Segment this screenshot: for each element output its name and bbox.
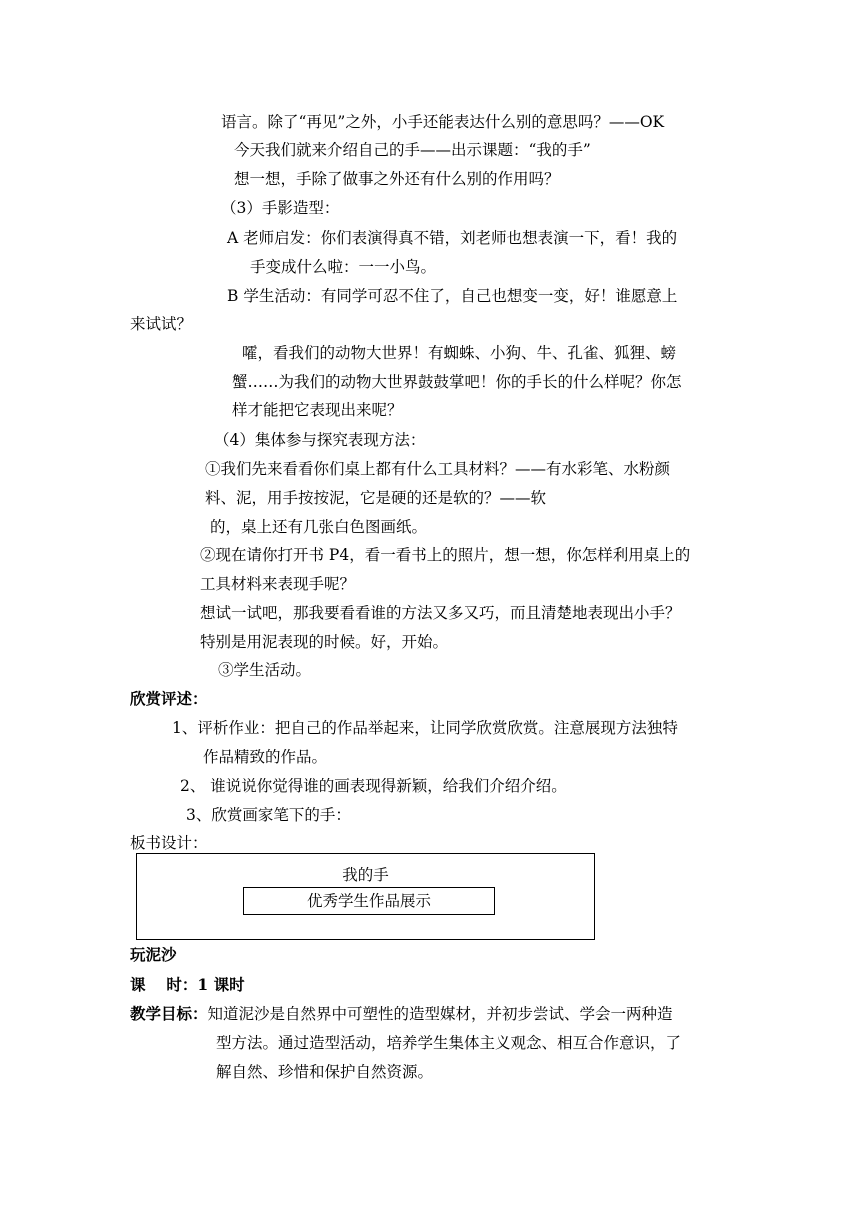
text-line: 今天我们就来介绍自己的手——出示课题：“我的手” (234, 141, 591, 159)
text-line: 的，桌上还有几张白色图画纸。 (210, 518, 428, 536)
text-line: 嚯，看我们的动物大世界！有蜘蛛、小狗、牛、孔雀、狐狸、螃 (242, 344, 677, 362)
goal-text: 解自然、珍惜和保护自然资源。 (216, 1063, 434, 1081)
text-line: 料、泥，用手按按泥，它是硬的还是软的？——软 (205, 489, 547, 507)
text-line: 想一想，手除了做事之外还有什么别的作用吗？ (234, 170, 560, 188)
text-line: A 老师启发：你们表演得真不错，刘老师也想表演一下，看！我的 (227, 229, 678, 247)
goal-text: 知道泥沙是自然界中可塑性的造型媒材，并初步尝试、学会一两种造 (207, 1005, 673, 1023)
text-line: 语言。除了“再见”之外，小手还能表达什么别的意思吗？——OK (221, 113, 665, 131)
text-line: 来试试？ (130, 315, 193, 333)
lesson-title: 玩泥沙 (130, 945, 177, 964)
section-heading: 欣赏评述： (130, 689, 208, 708)
goal-label: 教学目标： (130, 1004, 208, 1023)
period-value: 1 课时 (197, 975, 245, 994)
blackboard-design-box (136, 853, 595, 940)
text-line: 样才能把它表现出来呢？ (232, 401, 403, 419)
section-heading: 板书设计： (130, 834, 208, 852)
text-line: B 学生活动：有同学可忍不住了，自己也想变一变，好！谁愿意上 (227, 287, 678, 305)
lesson-goal (130, 1004, 673, 1024)
period-label: 课 时： (130, 975, 198, 994)
text-line: 2、 谁说说你觉得谁的画表现得新颖，给我们介绍介绍。 (180, 777, 567, 795)
text-line: 1、评析作业：把自己的作品举起来，让同学欣赏欣赏。注意展现方法独特 (172, 719, 678, 737)
text-line: 特别是用泥表现的时候。好，开始。 (200, 633, 449, 651)
text-line: ③学生活动。 (218, 661, 312, 679)
board-title: 我的手 (342, 866, 389, 884)
text-line: 3、欣赏画家笔下的手： (186, 806, 351, 824)
text-line: 工具材料来表现手呢？ (200, 575, 356, 593)
goal-text: 型方法。通过造型活动，培养学生集体主义观念、相互合作意识，了 (216, 1034, 682, 1052)
lesson-period (130, 975, 245, 995)
section-heading: （4）集体参与探究表现方法： (214, 431, 426, 449)
text-line: 手变成什么啦：一一小鸟。 (250, 258, 437, 276)
text-line: ②现在请你打开书 P4，看一看书上的照片，想一想，你怎样利用桌上的 (200, 546, 691, 564)
section-heading: （3）手影造型： (221, 199, 340, 217)
text-line: 作品精致的作品。 (203, 748, 328, 766)
text-line: 蟹……为我们的动物大世界鼓鼓掌吧！你的手长的什么样呢？你怎 (232, 373, 682, 391)
board-inner-box: 优秀学生作品展示 (243, 887, 495, 915)
text-line: ①我们先来看看你们桌上都有什么工具材料？——有水彩笔、水粉颜 (205, 460, 671, 478)
text-line: 想试一试吧，那我要看看谁的方法又多又巧，而且清楚地表现出小手？ (200, 604, 681, 622)
